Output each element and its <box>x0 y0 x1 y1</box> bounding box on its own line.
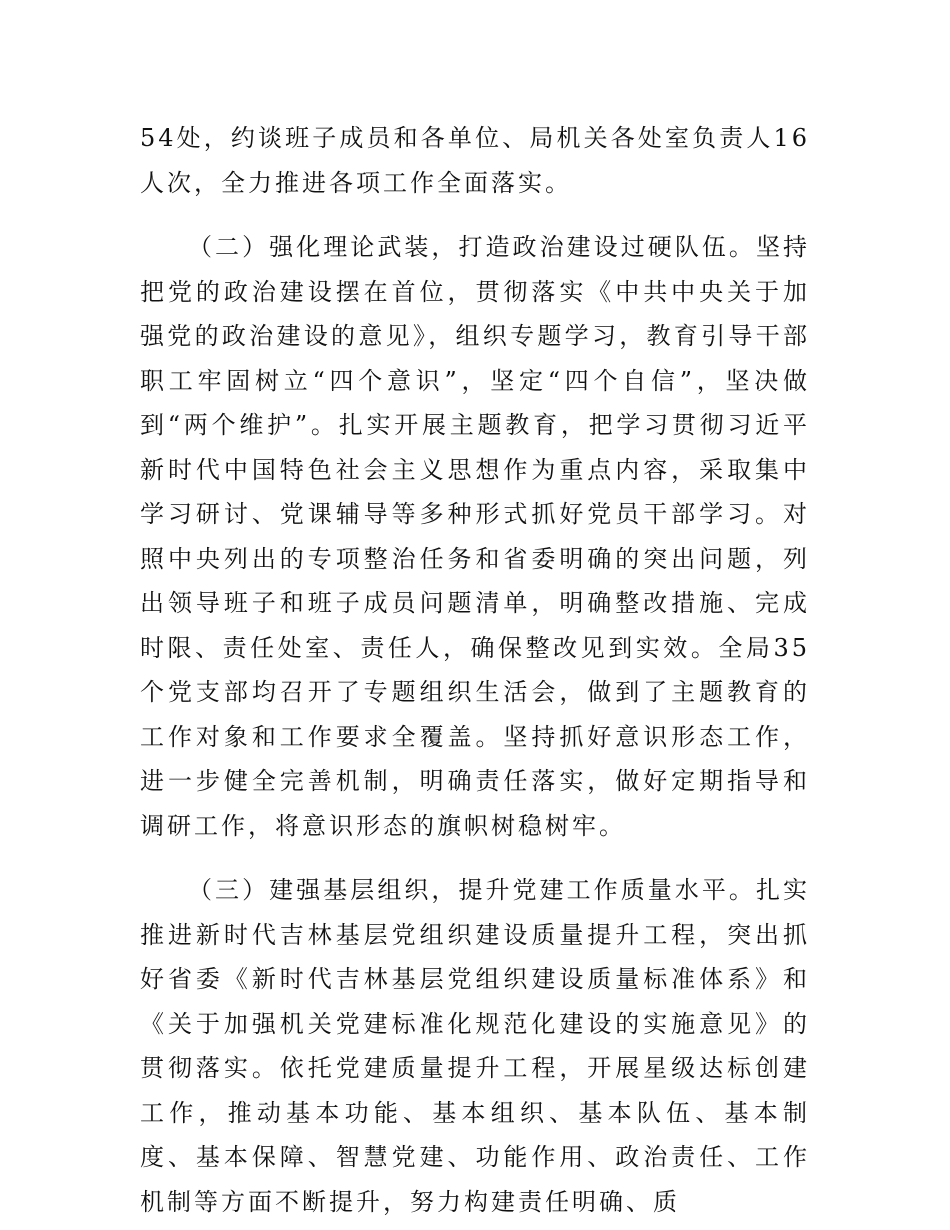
paragraph-3: （三）建强基层组织，提升党建工作质量水平。扎实推进新时代吉林基层党组织建设质量提升工程，突出抓好省委《新时代吉林基层党组织建设质量标准体系》和《关于加强机关党建标准化规范化建设的实施意见》的贯彻落实。依托党建质量提升工程，开展星级达标创建工作，推动基本功能、基本组织、基本队伍、基本制度、基本保障、智慧党建、功能作用、政治责任、工作机制等方面不断提升，努力构建责任明确、质 <box>140 876 810 1216</box>
document-body <box>140 116 810 1224</box>
paragraph-2: （二）强化理论武装，打造政治建设过硬队伍。坚持把党的政治建设摆在首位，贯彻落实《中共中央关于加强党的政治建设的意见》，组织专题学习，教育引导干部职工牢固树立“四个意识”，坚定“四个自信”，坚决做到“两个维护”。扎实开展主题教育，把学习贯彻习近平新时代中国特色社会主义思想作为重点内容，采取集中学习研讨、党课辅导等多种形式抓好党员干部学习。对照中央列出的专项整治任务和省委明确的突出问题，列出领导班子和班子成员问题清单，明确整改措施、完成时限、责任处室、责任人，确保整改见到实效。全局35个党支部均召开了专题组织生活会，做到了主题教育的工作对象和工作要求全覆盖。坚持抓好意识形态工作，进一步健全完善机制，明确责任落实，做好定期指导和调研工作，将意识形态的旗帜树稳树牢。 <box>140 233 810 840</box>
paragraph-1: 54处，约谈班子成员和各单位、局机关各处室负责人16人次，全力推进各项工作全面落实。 <box>140 124 810 197</box>
